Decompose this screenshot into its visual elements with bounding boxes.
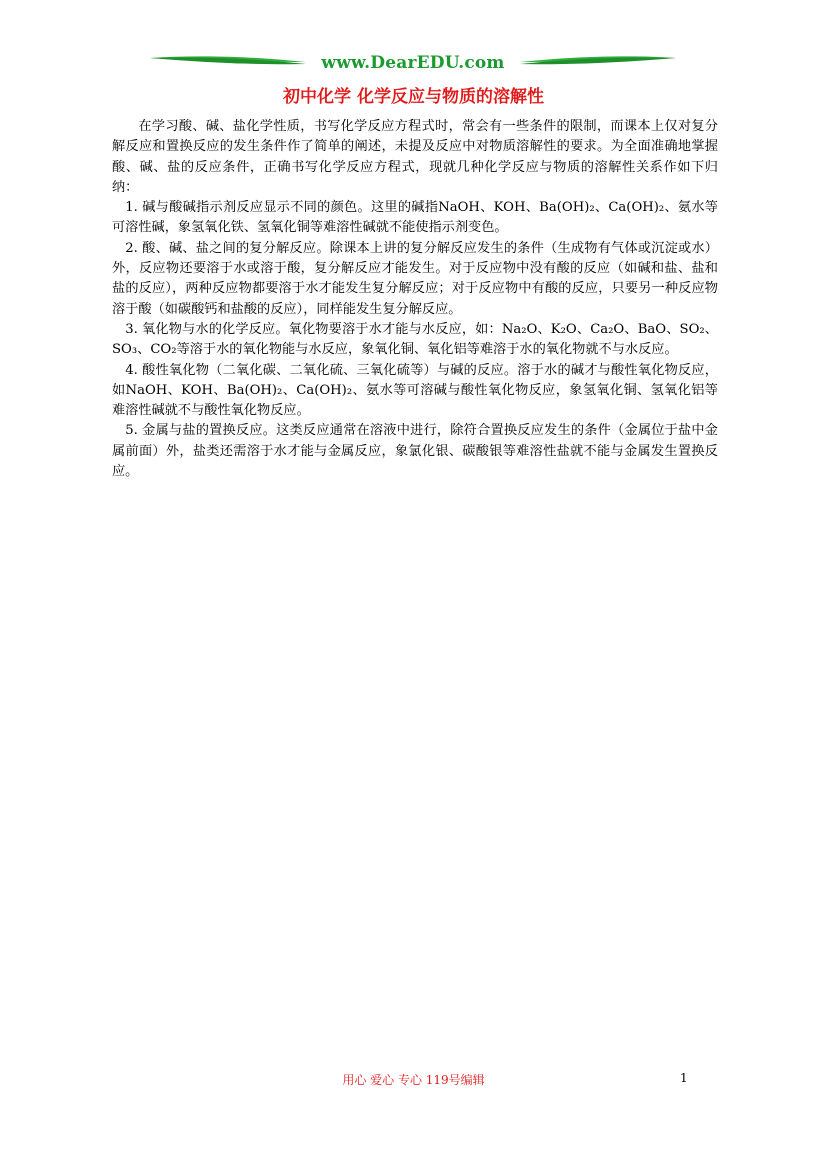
list-item: 2. 酸、碱、盐之间的复分解反应。除课本上讲的复分解反应发生的条件（生成物有气体或沉淀或水）外，反应物还要溶于水或溶于酸，复分解反应才能发生。对于反应物中没有酸的反应（如碱和盐、盐和盐的反应），两种反应物都要溶于水才能发生复分解反应；对于反应物中有酸的反应，只要另一种反应物溶于酸（如碳酸钙和盐酸的反应），同样能发生复分解反应。 bbox=[112, 240, 718, 317]
list-item: 3. 氧化物与水的化学反应。氧化物要溶于水才能与水反应，如：Na₂O、K₂O、Ca₂O、BaO、SO₂、SO₃、CO₂等溶于水的氧化物能与水反应，象氧化铜、氧化铝等难溶于水的氧化物就不与水反应。 bbox=[112, 321, 718, 358]
page-number: 1 bbox=[680, 1071, 688, 1085]
page-title: 初中化学 化学反应与物质的溶解性 bbox=[283, 87, 544, 107]
intro-paragraph: 在学习酸、碱、盐化学性质，书写化学反应方程式时，常会有一些条件的限制，而课本上仅对复分解反应和置换反应的发生条件作了简单的阐述，未提及反应中对物质溶解性的要求。为全面准确地掌握酸、碱、盐的反应条件，正确书写化学反应方程式，现就几种化学反应与物质的溶解性关系作如下归纳： bbox=[112, 119, 718, 195]
document-body bbox=[112, 117, 718, 482]
site-name: www.DearEDU.com bbox=[321, 53, 505, 73]
site-header bbox=[148, 50, 678, 80]
list-item: 4. 酸性氧化物（二氧化碳、二氧化硫、三氧化硫等）与碱的反应。溶于水的碱才与酸性氧化物反应，如NaOH、KOH、Ba(OH)₂、Ca(OH)₂、氨水等可溶碱与酸性氧化物反应，象氢氧化铜、氢氧化铝等难溶性碱就不与酸性氧化物反应。 bbox=[112, 362, 718, 419]
list-item: 5. 金属与盐的置换反应。这类反应通常在溶液中进行，除符合置换反应发生的条件（金属位于盐中金属前面）外，盐类还需溶于水才能与金属反应，象氯化银、碳酸银等难溶性盐就不能与金属发生置换反应。 bbox=[112, 423, 718, 480]
list-item: 1. 碱与酸碱指示剂反应显示不同的颜色。这里的碱指NaOH、KOH、Ba(OH)₂、Ca(OH)₂、氨水等可溶性碱，象氢氧化铁、氢氧化铜等难溶性碱就不能使指示剂变色。 bbox=[112, 200, 718, 236]
footer-text: 用心 爱心 专心 119号编辑 bbox=[342, 1073, 485, 1087]
